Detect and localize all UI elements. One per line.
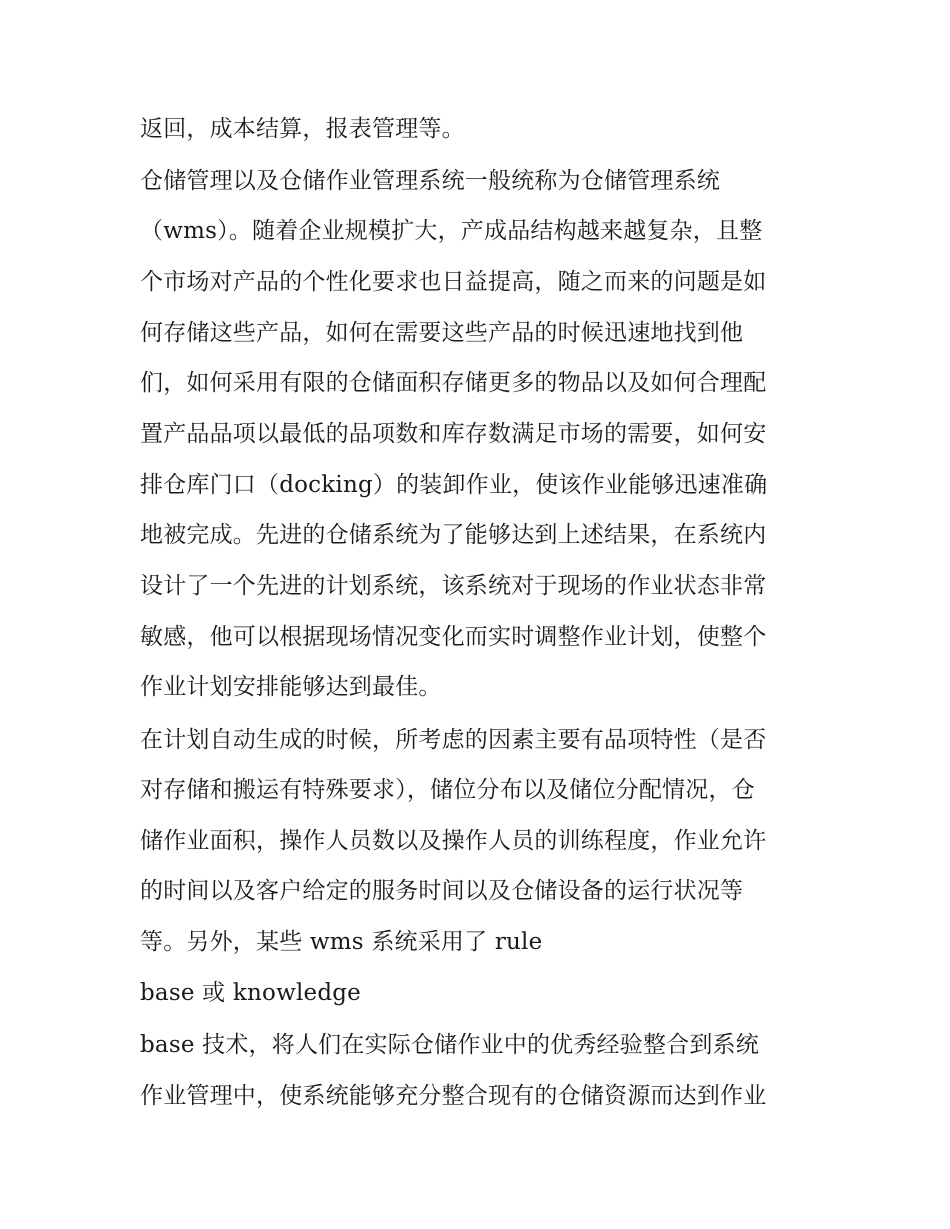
text-line: base 技术，将人们在实际仓储作业中的优秀经验整合到系统 [140, 1032, 759, 1058]
text-line: base 或 knowledge [140, 980, 361, 1006]
text-line: 们，如何采用有限的仓储面积存储更多的物品以及如何合理配 [140, 370, 767, 396]
text-line: 仓储管理以及仓储作业管理系统一般统称为仓储管理系统 [140, 168, 720, 194]
text-line: 的时间以及客户给定的服务时间以及仓储设备的运行状况等 [140, 878, 744, 904]
text-line: 设计了一个先进的计划系统，该系统对于现场的作业状态非常 [140, 573, 767, 599]
text-line: 等。另外，某些 wms 系统采用了 rule [140, 929, 543, 955]
text-line: 储作业面积，操作人员数以及操作人员的训练程度，作业允许 [140, 828, 767, 854]
text-line: 敏感，他可以根据现场情况变化而实时调整作业计划，使整个 [140, 624, 767, 650]
text-line: 作业管理中，使系统能够充分整合现有的仓储资源而达到作业 [140, 1083, 767, 1109]
text-line: 个市场对产品的个性化要求也日益提高，随之而来的问题是如 [140, 269, 767, 295]
text-line: 对存储和搬运有特殊要求），储位分布以及储位分配情况，仓 [140, 777, 755, 803]
text-line: 返回，成本结算，报表管理等。 [140, 116, 465, 142]
text-line: 在计划自动生成的时候，所考虑的因素主要有品项特性（是否 [140, 727, 767, 753]
text-line: 置产品品项以最低的品项数和库存数满足市场的需要，如何安 [140, 421, 767, 447]
text-line: 排仓库门口（docking）的装卸作业，使该作业能够迅速准确 [140, 472, 768, 498]
text-line: （wms）。随着企业规模扩大，产成品结构越来越复杂，且整 [140, 218, 763, 244]
text-line: 地被完成。先进的仓储系统为了能够达到上述结果，在系统内 [140, 522, 767, 548]
text-line: 何存储这些产品，如何在需要这些产品的时候迅速地找到他 [140, 320, 744, 346]
text-line: 作业计划安排能够达到最佳。 [140, 674, 442, 700]
